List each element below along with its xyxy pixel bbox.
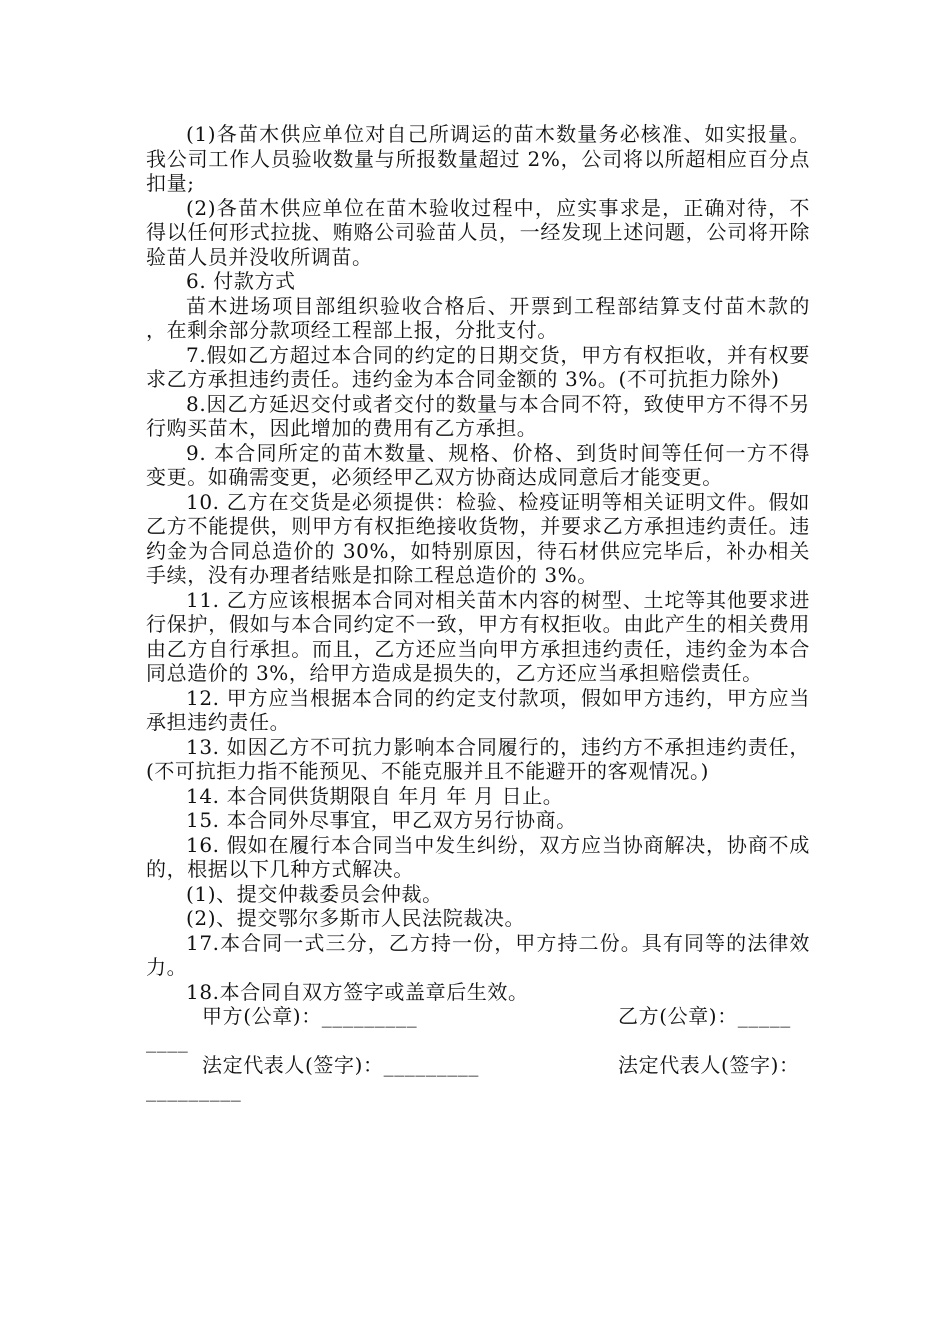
clause-paragraph: 13. 如因乙方不可抗力影响本合同履行的，违约方不承担违约责任，(不可抗拒力指不能预见、不能克服并且不能避开的客观情况。)	[146, 734, 810, 783]
party-b-seal-field: 乙方(公章)：_____	[618, 1004, 791, 1028]
seal-signature-row	[146, 1004, 810, 1029]
clause-paragraph: 苗木进场项目部组织验收合格后、开票到工程部结算支付苗木款的 ，在剩余部分款项经工程部上报，分批支付。	[146, 293, 810, 342]
clause-paragraph: 18.本合同自双方签字或盖章后生效。	[186, 979, 529, 1004]
clause-paragraph: 11. 乙方应该根据本合同对相关苗木内容的树型、土坨等其他要求进行保护，假如与本合同约定不一致，甲方有权拒收。由此产生的相关费用由乙方自行承担。而且，乙方还应当向甲方承担违约责任，违约金为本合同总造价的 3%，给甲方造成是损失的，乙方还应当承担赔偿责任。	[146, 587, 810, 685]
representative-signature-row	[146, 1053, 810, 1078]
party-a-seal-field: 甲方(公章)：_________	[202, 1004, 418, 1028]
clause-paragraph: 15. 本合同外尽事宜，甲乙双方另行协商。	[186, 808, 577, 832]
clause-paragraph: 17.本合同一式三分，乙方持一份，甲方持二份。具有同等的法律效力。	[146, 930, 810, 979]
clause-paragraph: 14. 本合同供货期限自 年月 年 月 日止。	[186, 783, 564, 808]
dispute-option: (1)、提交仲裁委员会仲裁。	[186, 881, 443, 906]
party-b-representative-field: 法定代表人(签字)：	[618, 1053, 800, 1077]
party-b-seal-line-tail: ____	[146, 1028, 189, 1053]
section-heading-payment: 6. 付款方式	[186, 269, 296, 293]
clause-paragraph: 8.因乙方延迟交付或者交付的数量与本合同不符，致使甲方不得不另行购买苗木，因此增加的费用有乙方承担。	[146, 391, 810, 440]
clause-paragraph: 7.假如乙方超过本合同的约定的日期交货，甲方有权拒收，并有权要求乙方承担违约责任。违约金为本合同金额的 3%。(不可抗拒力除外)	[146, 342, 810, 391]
clause-paragraph: (2)各苗木供应单位在苗木验收过程中，应实事求是，正确对待，不得以任何形式拉拢、贿赂公司验苗人员，一经发现上述问题，公司将开除验苗人员并没收所调苗。	[146, 195, 810, 269]
clause-paragraph: (1)各苗木供应单位对自己所调运的苗木数量务必核准、如实报量。我公司工作人员验收数量与所报数量超过 2%，公司将以所超相应百分点扣量;	[146, 122, 810, 195]
party-b-representative-line-tail: _________	[146, 1077, 242, 1102]
clause-paragraph: 16. 假如在履行本合同当中发生纠纷，双方应当协商解决，协商不成的，根据以下几种方式解决。	[146, 832, 810, 881]
party-a-representative-field: 法定代表人(签字)：_________	[202, 1053, 480, 1077]
clause-paragraph: 10. 乙方在交货是必须提供：检验、检疫证明等相关证明文件。假如乙方不能提供，则甲方有权拒绝接收货物，并要求乙方承担违约责任。违约金为合同总造价的 30%，如特别原因，待石材供应完毕后，补办相关手续，没有办理者结账是扣除工程总造价的 3%。	[146, 489, 810, 587]
clause-paragraph: 12. 甲方应当根据本合同的约定支付款项，假如甲方违约，甲方应当承担违约责任。	[146, 685, 810, 734]
clause-paragraph: 9. 本合同所定的苗木数量、规格、价格、到货时间等任何一方不得变更。如确需变更，必须经甲乙双方协商达成同意后才能变更。	[146, 440, 810, 489]
contract-page	[146, 122, 810, 1102]
dispute-option: (2)、提交鄂尔多斯市人民法院裁决。	[186, 906, 526, 930]
